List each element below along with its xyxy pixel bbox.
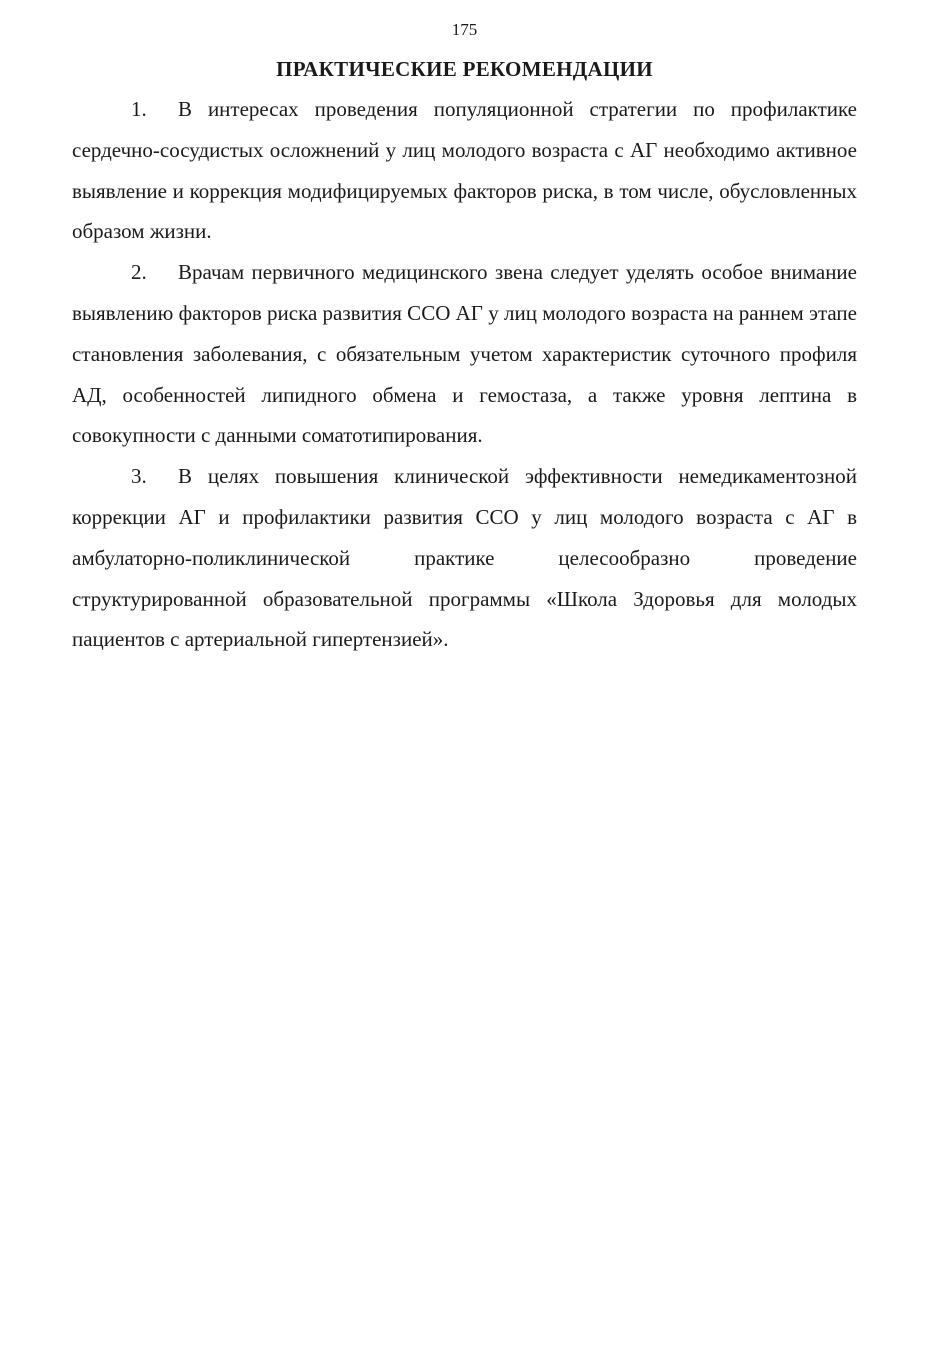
- recommendation-item: [72, 252, 857, 456]
- section-title: ПРАКТИЧЕСКИЕ РЕКОМЕНДАЦИИ: [276, 57, 653, 81]
- recommendation-number: 1.: [131, 97, 147, 121]
- recommendation-item: [72, 456, 857, 660]
- recommendations-list: [72, 89, 857, 660]
- recommendation-text: Врачам первичного медицинского звена следует уделять особое внимание выявлению факторов риска развития ССО АГ у лиц молодого возраста на раннем этапе становления заболевания, с обязательным учетом характеристик суточного профиля АД, особенностей липидного обмена и гемостаза, а также уровня лептина в совокупности с данными соматотипирования.: [72, 260, 857, 448]
- recommendation-number: 3.: [131, 464, 147, 489]
- recommendation-number: 2.: [131, 260, 147, 285]
- recommendation-text: В целях повышения клинической эффективности немедикаментозной коррекции АГ и профилактики развития ССО у лиц молодого возраста с АГ в амбулаторно-поликлинической практике целесообразно проведение структурированной образовательной программы «Школа Здоровья для молодых пациентов с артериальной гипертензией».: [72, 464, 857, 652]
- recommendation-text: В интересах проведения популяционной стратегии по профилактике сердечно-сосудистых осложнений у лиц молодого возраста с АГ необходимо активное выявление и коррекция модифицируемых факторов риска, в том числе, обусловленных образом жизни.: [72, 97, 857, 244]
- page-number: 175: [451, 20, 478, 39]
- recommendation-item: [72, 89, 857, 252]
